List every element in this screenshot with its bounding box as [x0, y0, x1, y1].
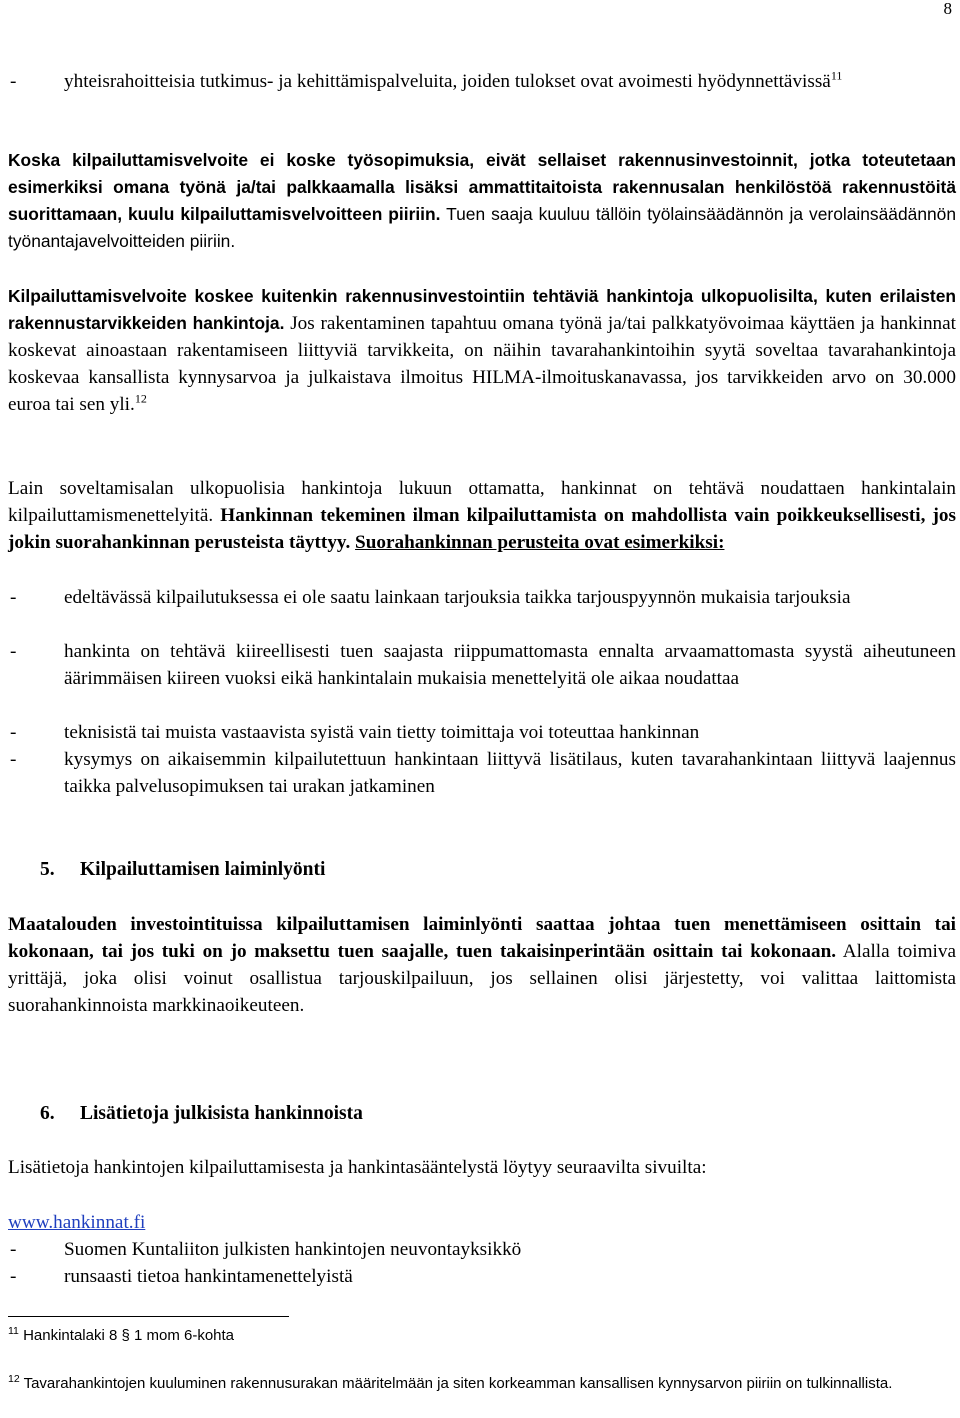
footnote-12-number: 12: [8, 1373, 20, 1385]
reason-4: kysymys on aikaisemmin kilpailutettuun hankintaan liittyvä lisätilaus, kuten tavarahankintaan liittyvä laajennus taikka palvelusopimuksen tai urakan jatkaminen: [64, 749, 956, 797]
info-item-2: runsaasti tietoa hankintamenettelyistä: [64, 1266, 353, 1287]
para3-underlined: Suorahankinnan perusteita ovat esimerkiksi:: [355, 532, 725, 553]
footnote-12: [8, 1370, 948, 1397]
footnote-11-text: Hankintalaki 8 § 1 mom 6-kohta: [23, 1327, 235, 1344]
para2-bold: Kilpailuttamisvelvoite koskee kuitenkin rakennusinvestointiin tehtäviä hankintoja ulkopuolisilta, kuten erilaisten rakennustarvikkeiden hankintoja.: [8, 286, 956, 333]
section-5-normal: Alalla toimiva yrittäjä, joka olisi voinut osallistua tarjouskilpailuun, jos sellainen olisi järjestetty, voi valittaa laittomista suorahankinnoista markkinaoikeuteen.: [8, 941, 956, 1016]
intro-list-item: [64, 68, 956, 95]
footnote-11: [8, 1322, 948, 1349]
paragraph-procurement-law: [8, 475, 956, 556]
paragraph-work-contracts: [8, 147, 956, 255]
list-item: [64, 1263, 956, 1290]
para1-normal: Tuen saaja kuuluu tällöin työlainsäädännön ja verolainsäädännön työnantajavelvoitteiden piiriin.: [8, 204, 957, 251]
reason-2: hankinta on tehtävä kiireellisesti tuen saajasta riippumattomasta ennalta arvaamattomasta syystä aiheutuneen äärimmäisen kiireen vuoksi eikä hankintalain mukaisia menettelyitä ole aikaa noudattaa: [64, 641, 956, 689]
para3-bold: Hankinnan tekeminen ilman kilpailuttamista on mahdollista vain poikkeuksellisesti, jos jokin suorahankinnan perusteista täyttyy.: [8, 505, 956, 553]
intro-item-text: yhteisrahoitteisia tutkimus- ja kehittämispalveluita, joiden tulokset ovat avoimesti hyödynnettävissä: [64, 71, 831, 92]
section-6-number: 6.: [40, 1103, 55, 1124]
para3-normal: Lain soveltamisalan ulkopuolisia hankintoja lukuun ottamatta, hankinnat on tehtävä noudattaen hankintalain kilpailuttamismenettelyitä.: [8, 478, 956, 526]
section-5-bold: Maatalouden investointituissa kilpailuttamisen laiminlyönti saattaa johtaa tuen menettämiseen osittain tai kokonaan, tai jos tuki on jo maksettu tuen saajalle, tuen takaisinperintään osittain tai kokonaan.: [8, 914, 956, 962]
section-6-heading: [40, 1100, 363, 1127]
footnote-separator: [8, 1316, 289, 1317]
reason-3: teknisistä tai muista vastaavista syistä vain tietty toimittaja voi toteuttaa hankinnan: [64, 722, 700, 743]
paragraph-construction-purchases: [8, 283, 956, 418]
footnote-12-text: Tavarahankintojen kuuluminen rakennusurakan määritelmään ja siten korkeamman kansallisen kynnysarvon piiriin on tulkinnallista.: [23, 1375, 893, 1392]
info-item-1: Suomen Kuntaliiton julkisten hankintojen neuvontayksikkö: [64, 1239, 522, 1260]
list-item: [64, 584, 956, 611]
paragraph-neglect: [8, 911, 956, 1019]
footnote-11-number: 11: [8, 1325, 19, 1337]
section-6-title: Lisätietoja julkisista hankinnoista: [80, 1103, 363, 1124]
page-number: 8: [943, 0, 952, 18]
section-5-number: 5.: [40, 859, 55, 880]
list-item: [64, 638, 956, 692]
list-item: [64, 719, 956, 746]
hankinnat-link[interactable]: www.hankinnat.fi: [8, 1212, 146, 1233]
list-item: [64, 746, 956, 800]
para2-normal: Jos rakentaminen tapahtuu omana työnä ja/tai palkkatyövoimaa käyttäen ja hankinnat koskevat ainoastaan rakentamiseen liittyviä tarvikkeita, on näihin tavarahankintoihin syytä soveltaa tavarahankintoja koskevaa kansallista kynnysarvoa ja julkaistava ilmoitus HILMA-ilmoituskanavassa, jos tarvikkeiden arvo on 30.000 euroa tai sen yli.: [8, 313, 956, 415]
para1-bold: Koska kilpailuttamisvelvoite ei koske työsopimuksia, eivät sellaiset rakennusinvestoinnit, jotka toteutetaan esimerkiksi omana työnä ja/tai palkkaamalla lisäksi ammattitaitoista rakennusalan henkilöstöä rakennustöitä suorittamaan, kuulu kilpailuttamisvelvoitteen piiriin.: [8, 150, 956, 224]
section-5-title: Kilpailuttamisen laiminlyönti: [80, 859, 326, 880]
footnote-ref-11[interactable]: 11: [830, 68, 843, 83]
footnote-ref-12[interactable]: 12: [134, 391, 147, 406]
reason-1: edeltävässä kilpailutuksessa ei ole saatu lainkaan tarjouksia taikka tarjouspyynnön mukaisia tarjouksia: [64, 587, 851, 608]
section-6-intro: Lisätietoja hankintojen kilpailuttamisesta ja hankintasääntelystä löytyy seuraavilta sivuilta:: [8, 1157, 707, 1178]
hankinnat-link-line: [8, 1209, 956, 1236]
section-5-heading: [40, 856, 325, 883]
list-item: [64, 1236, 956, 1263]
